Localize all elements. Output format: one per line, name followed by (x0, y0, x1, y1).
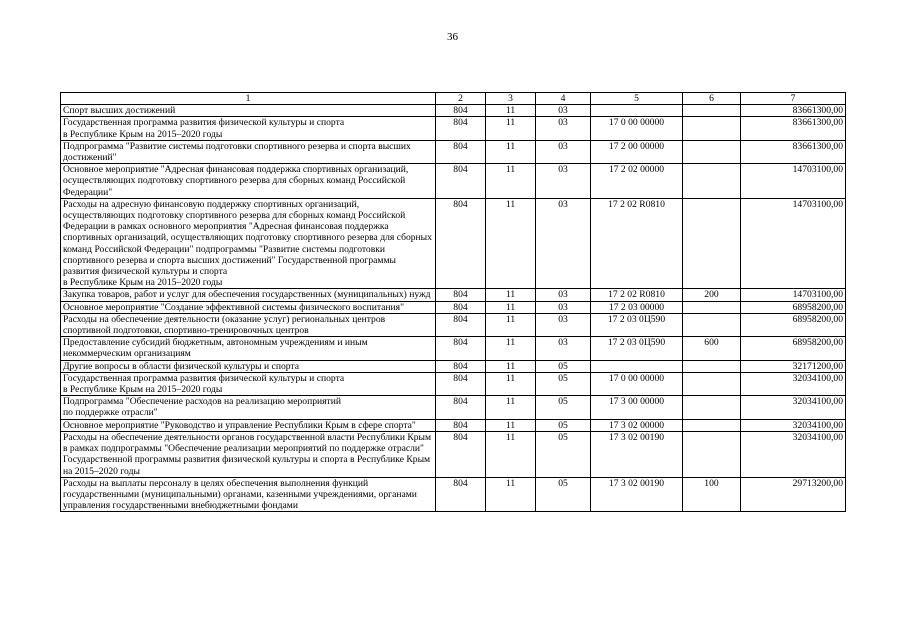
subsection-code-cell: 03 (536, 105, 591, 117)
row-name-cell: Подпрограмма "Развитие системы подготовки спортивного резерва и спорта высших достижений" (61, 140, 436, 163)
amount-cell: 32171200,00 (741, 360, 846, 372)
column-header: 6 (683, 93, 741, 105)
section-code-cell: 11 (486, 360, 536, 372)
table-row (61, 419, 846, 431)
table-row (61, 301, 846, 313)
grbs-code-cell: 804 (436, 140, 486, 163)
target-article-cell: 17 3 00 00000 (591, 396, 683, 419)
row-name-cell: Государственная программа развития физической культуры и спорта в Республике Крым на 2015–2020 годы (61, 372, 436, 395)
section-code-cell: 11 (486, 337, 536, 360)
target-article-cell: 17 2 00 00000 (591, 140, 683, 163)
expense-type-cell (683, 198, 741, 289)
header-row (61, 93, 846, 105)
column-header: 3 (486, 93, 536, 105)
subsection-code-cell: 05 (536, 431, 591, 477)
row-name-cell: Расходы на выплаты персоналу в целях обеспечения выполнения функций государственными (муниципальными) органами, казенными учреждениями, органами управления государственными внебюджетными фондами (61, 477, 436, 512)
table-row (61, 198, 846, 289)
row-name-cell: Предоставление субсидий бюджетным, автономным учреждениям и иным некоммерческим организациям (61, 337, 436, 360)
expense-type-cell: 200 (683, 289, 741, 301)
expense-type-cell: 600 (683, 337, 741, 360)
expense-type-cell (683, 140, 741, 163)
expense-type-cell (683, 372, 741, 395)
amount-cell: 68958200,00 (741, 313, 846, 336)
target-article-cell: 17 2 03 0Ц590 (591, 337, 683, 360)
grbs-code-cell: 804 (436, 396, 486, 419)
row-name-cell: Государственная программа развития физической культуры и спорта в Республике Крым на 2015–2020 годы (61, 117, 436, 140)
target-article-cell: 17 0 00 00000 (591, 372, 683, 395)
subsection-code-cell: 03 (536, 313, 591, 336)
target-article-cell: 17 2 02 00000 (591, 164, 683, 199)
section-code-cell: 11 (486, 289, 536, 301)
budget-table (60, 92, 846, 512)
row-name-cell: Основное мероприятие "Создание эффективной системы физического воспитания" (61, 301, 436, 313)
table-row (61, 396, 846, 419)
table-row (61, 105, 846, 117)
target-article-cell: 17 3 02 00000 (591, 419, 683, 431)
column-header: 5 (591, 93, 683, 105)
page-number: 36 (447, 31, 458, 43)
subsection-code-cell: 03 (536, 301, 591, 313)
amount-cell: 83661300,00 (741, 105, 846, 117)
target-article-cell: 17 0 00 00000 (591, 117, 683, 140)
amount-cell: 83661300,00 (741, 117, 846, 140)
amount-cell: 14703100,00 (741, 289, 846, 301)
section-code-cell: 11 (486, 301, 536, 313)
subsection-code-cell: 03 (536, 164, 591, 199)
column-header: 1 (61, 93, 436, 105)
target-article-cell: 17 2 02 R0810 (591, 198, 683, 289)
grbs-code-cell: 804 (436, 477, 486, 512)
target-article-cell: 17 3 02 00190 (591, 477, 683, 512)
grbs-code-cell: 804 (436, 419, 486, 431)
subsection-code-cell: 03 (536, 117, 591, 140)
subsection-code-cell: 05 (536, 477, 591, 512)
expense-type-cell (683, 431, 741, 477)
expense-type-cell (683, 105, 741, 117)
grbs-code-cell: 804 (436, 431, 486, 477)
grbs-code-cell: 804 (436, 372, 486, 395)
amount-cell: 83661300,00 (741, 140, 846, 163)
amount-cell: 32034100,00 (741, 419, 846, 431)
section-code-cell: 11 (486, 431, 536, 477)
section-code-cell: 11 (486, 105, 536, 117)
expense-type-cell (683, 313, 741, 336)
table-row (61, 289, 846, 301)
subsection-code-cell: 05 (536, 396, 591, 419)
table-row (61, 140, 846, 163)
section-code-cell: 11 (486, 117, 536, 140)
section-code-cell: 11 (486, 164, 536, 199)
subsection-code-cell: 03 (536, 140, 591, 163)
amount-cell: 68958200,00 (741, 337, 846, 360)
grbs-code-cell: 804 (436, 164, 486, 199)
table-row (61, 360, 846, 372)
table-row (61, 477, 846, 512)
section-code-cell: 11 (486, 419, 536, 431)
target-article-cell: 17 2 03 0Ц590 (591, 313, 683, 336)
subsection-code-cell: 03 (536, 337, 591, 360)
row-name-cell: Другие вопросы в области физической культуры и спорта (61, 360, 436, 372)
row-name-cell: Подпрограмма "Обеспечение расходов на реализацию мероприятий по поддержке отрасли" (61, 396, 436, 419)
section-code-cell: 11 (486, 396, 536, 419)
table-row (61, 337, 846, 360)
row-name-cell: Спорт высших достижений (61, 105, 436, 117)
grbs-code-cell: 804 (436, 313, 486, 336)
section-code-cell: 11 (486, 140, 536, 163)
row-name-cell: Основное мероприятие "Руководство и управление Республики Крым в сфере спорта" (61, 419, 436, 431)
column-header: 7 (741, 93, 846, 105)
section-code-cell: 11 (486, 477, 536, 512)
grbs-code-cell: 804 (436, 301, 486, 313)
target-article-cell: 17 3 02 00190 (591, 431, 683, 477)
subsection-code-cell: 05 (536, 372, 591, 395)
table-row (61, 372, 846, 395)
grbs-code-cell: 804 (436, 337, 486, 360)
table-row (61, 164, 846, 199)
expense-type-cell (683, 301, 741, 313)
table-row (61, 117, 846, 140)
grbs-code-cell: 804 (436, 289, 486, 301)
amount-cell: 14703100,00 (741, 164, 846, 199)
row-name-cell: Расходы на адресную финансовую поддержку спортивных организаций, осуществляющих подготовку спортивного резерва для сборных команд Российской Федерации в рамках основного мероприятия "Адресная финансовая поддержка спортивных организаций, осуществляющих подготовку спортивного резерва для сборных команд Российской Федерации" подпрограммы "Развитие системы подготовки спортивного резерва и спорта высших достижений" Государственной программы развития физической культуры и спорта в Республике Крым на 2015–2020 годы (61, 198, 436, 289)
grbs-code-cell: 804 (436, 117, 486, 140)
amount-cell: 68958200,00 (741, 301, 846, 313)
expense-type-cell (683, 164, 741, 199)
expense-type-cell: 100 (683, 477, 741, 512)
subsection-code-cell: 05 (536, 360, 591, 372)
expense-type-cell (683, 396, 741, 419)
grbs-code-cell: 804 (436, 360, 486, 372)
target-article-cell (591, 105, 683, 117)
target-article-cell (591, 360, 683, 372)
amount-cell: 32034100,00 (741, 431, 846, 477)
row-name-cell: Расходы на обеспечение деятельности (оказание услуг) региональных центров спортивной подготовки, спортивно-тренировочных центров (61, 313, 436, 336)
subsection-code-cell: 03 (536, 198, 591, 289)
row-name-cell: Основное мероприятие "Адресная финансовая поддержка спортивных организаций, осуществляющих подготовку спортивного резерва для сборных команд Российской Федерации" (61, 164, 436, 199)
row-name-cell: Закупка товаров, работ и услуг для обеспечения государственных (муниципальных) нужд (61, 289, 436, 301)
section-code-cell: 11 (486, 313, 536, 336)
table-row (61, 431, 846, 477)
amount-cell: 14703100,00 (741, 198, 846, 289)
table-row (61, 313, 846, 336)
subsection-code-cell: 03 (536, 289, 591, 301)
expense-type-cell (683, 117, 741, 140)
subsection-code-cell: 05 (536, 419, 591, 431)
row-name-cell: Расходы на обеспечение деятельности органов государственной власти Республики Крым в рамках подпрограммы "Обеспечение реализации мероприятий по поддержке отрасли" Государственной программы развития физической культуры и спорта в Республике Крым на 2015–2020 годы (61, 431, 436, 477)
expense-type-cell (683, 360, 741, 372)
grbs-code-cell: 804 (436, 105, 486, 117)
target-article-cell: 17 2 03 00000 (591, 301, 683, 313)
amount-cell: 29713200,00 (741, 477, 846, 512)
column-header: 4 (536, 93, 591, 105)
target-article-cell: 17 2 02 R0810 (591, 289, 683, 301)
section-code-cell: 11 (486, 372, 536, 395)
section-code-cell: 11 (486, 198, 536, 289)
expense-type-cell (683, 419, 741, 431)
column-header: 2 (436, 93, 486, 105)
amount-cell: 32034100,00 (741, 372, 846, 395)
amount-cell: 32034100,00 (741, 396, 846, 419)
grbs-code-cell: 804 (436, 198, 486, 289)
